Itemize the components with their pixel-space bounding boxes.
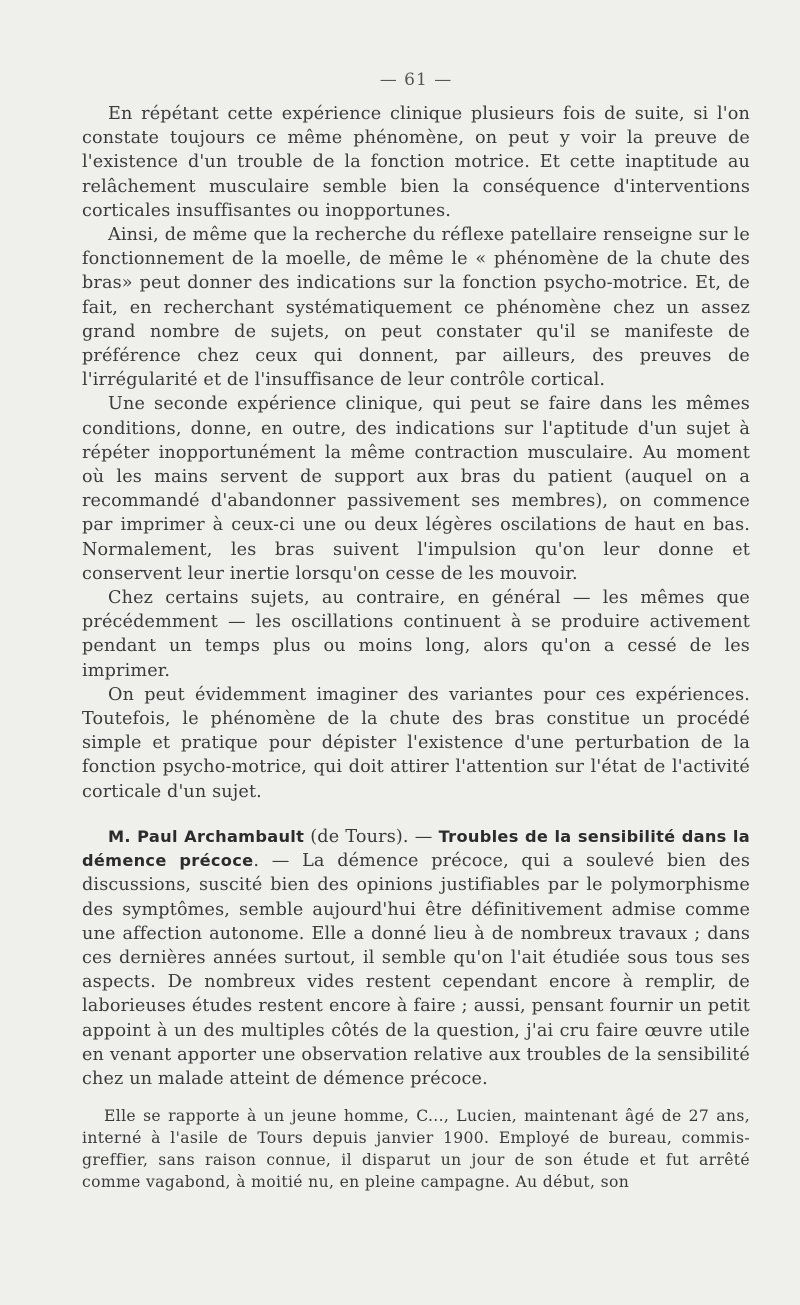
section-author-place: (de Tours). — xyxy=(304,826,439,847)
section-paragraph xyxy=(82,825,750,1091)
case-paragraph: Elle se rapporte à un jeune homme, C..., Lucien, maintenant âgé de 27 ans, interné à l'asile de Tours depuis janvier 1900. Employé de bureau, commis-greffier, sans raison connue, il disparut un jour de son étude et fut arrêté comme vagabond, à moitié nu, en pleine campagne. Au début, son xyxy=(82,1107,750,1192)
paragraph-4: Chez certains sujets, au contraire, en général — les mêmes que précédemment — les oscillations continuent à se produire activement pendant un temps plus ou moins long, alors qu'on a cessé de les imprimer. xyxy=(82,588,750,681)
paragraph-2: Ainsi, de même que la recherche du réflexe patellaire renseigne sur le fonctionnement de la moelle, de même le « phénomène de la chute des bras» peut donner des indications sur la fonction psycho-motrice. Et, de fait, en recherchant systématiquement ce phénomène chez un assez grand nombre de sujets, on peut constater qu'il se manifeste de préférence chez ceux qui donnent, par ailleurs, des preuves de l'irrégularité et de l'insuffisance de leur contrôle cortical. xyxy=(82,225,750,391)
paragraph-1: En répétant cette expérience clinique plusieurs fois de suite, si l'on constate toujours ce même phénomène, on peut y voir la preuve de l'existence d'un trouble de la fonction motrice. Et cette inaptitude au relâchement musculaire semble bien la conséquence d'interventions corticales insuffisantes ou inopportunes. xyxy=(82,104,750,221)
section-title: Troubles de la sensibilité dans la démence précoce xyxy=(82,826,750,871)
page-number: — 61 — xyxy=(379,70,453,90)
paragraph-3: Une seconde expérience clinique, qui peut se faire dans les mêmes conditions, donne, en outre, des indications sur l'aptitude d'un sujet à répéter inopportunément la même contraction musculaire. Au moment où les mains servent de support aux bras du patient (auquel on a recommandé d'abandonner passivement ses membres), on commence par imprimer à ceux-ci une ou deux légères oscilations de haut en bas. Normalement, les bras suivent l'impulsion qu'on leur donne et conservent leur inertie lorsqu'on cesse de les mouvoir. xyxy=(82,394,750,584)
paragraph-5: On peut évidemment imaginer des variantes pour ces expériences. Toutefois, le phénomène de la chute des bras constitue un procédé simple et pratique pour dépister l'existence d'une perturbation de la fonction psycho-motrice, qui doit attirer l'attention sur l'état de l'activité corticale d'un sujet. xyxy=(82,684,750,802)
section-text: . — La démence précoce, qui a soulevé bien des discussions, suscité bien des opinions justifiables par le polymorphisme des symptômes, semble aujourd'hui être définitivement admise comme une affection autonome. Elle a donné lieu à de nombreux travaux ; dans ces dernières années surtout, il semble qu'on l'ait étudiée sous tous ses aspects. De nombreux vides restent cependant encore à remplir, de laborieuses études restent encore à faire ; aussi, pensant fournir un petit appoint à un des multiples côtés de la question, j'ai cru faire œuvre utile en venant apporter une observation relative aux troubles de la sensibilité chez un malade atteint de démence précoce. xyxy=(82,851,750,1089)
section-author: M. Paul Archambault xyxy=(108,826,305,846)
